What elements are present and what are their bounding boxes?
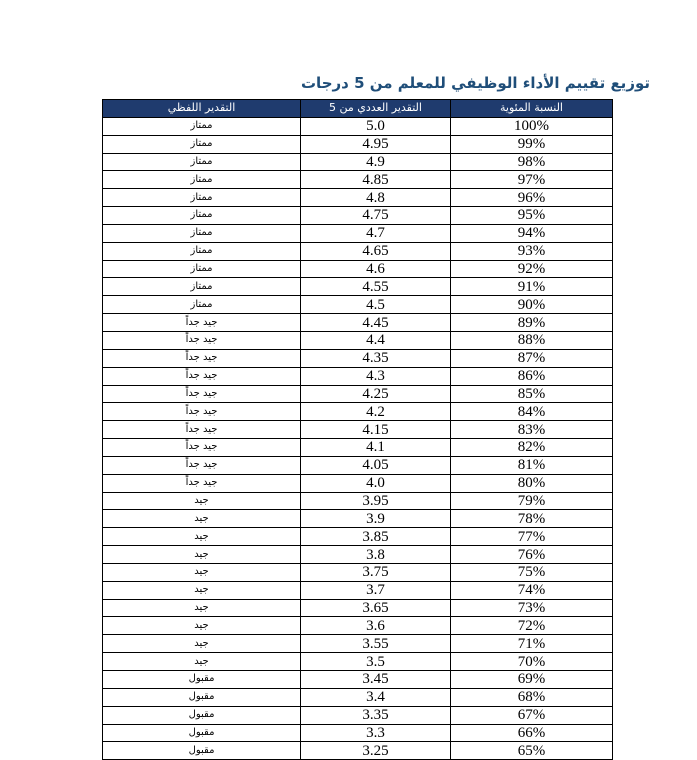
verbal-cell: جيد جداً xyxy=(103,349,301,367)
table-row xyxy=(103,153,613,171)
num-cell: 4.0 xyxy=(301,474,451,492)
table-row xyxy=(103,456,613,474)
pct-cell: 83% xyxy=(451,421,613,439)
table-row xyxy=(103,385,613,403)
table-row xyxy=(103,403,613,421)
num-cell: 4.9 xyxy=(301,153,451,171)
pct-cell: 66% xyxy=(451,724,613,742)
pct-cell: 91% xyxy=(451,278,613,296)
pct-cell: 72% xyxy=(451,617,613,635)
pct-cell: 76% xyxy=(451,546,613,564)
pct-cell: 92% xyxy=(451,260,613,278)
num-cell: 3.95 xyxy=(301,492,451,510)
table-row xyxy=(103,349,613,367)
verbal-cell: ممتاز xyxy=(103,278,301,296)
verbal-cell: جيد xyxy=(103,599,301,617)
num-cell: 4.8 xyxy=(301,189,451,207)
verbal-cell: مقبول xyxy=(103,724,301,742)
verbal-cell: جيد جداً xyxy=(103,367,301,385)
page-title: توزيع تقييم الأداء الوظيفي للمعلم من 5 درجات xyxy=(300,74,650,92)
num-cell: 4.45 xyxy=(301,314,451,332)
num-cell: 4.95 xyxy=(301,135,451,153)
header-numeric: التقدير العددي من 5 xyxy=(301,100,451,118)
verbal-cell: مقبول xyxy=(103,706,301,724)
table-row xyxy=(103,439,613,457)
num-cell: 4.35 xyxy=(301,349,451,367)
pct-cell: 87% xyxy=(451,349,613,367)
pct-cell: 78% xyxy=(451,510,613,528)
grades-table xyxy=(102,99,613,760)
pct-cell: 100% xyxy=(451,117,613,135)
verbal-cell: ممتاز xyxy=(103,117,301,135)
table-row xyxy=(103,135,613,153)
table-row xyxy=(103,688,613,706)
verbal-cell: ممتاز xyxy=(103,224,301,242)
pct-cell: 69% xyxy=(451,671,613,689)
num-cell: 3.4 xyxy=(301,688,451,706)
table-row xyxy=(103,474,613,492)
verbal-cell: جيد xyxy=(103,653,301,671)
verbal-cell: جيد جداً xyxy=(103,439,301,457)
table-row xyxy=(103,421,613,439)
num-cell: 3.75 xyxy=(301,563,451,581)
verbal-cell: ممتاز xyxy=(103,135,301,153)
verbal-cell: ممتاز xyxy=(103,242,301,260)
table-row xyxy=(103,207,613,225)
table-row xyxy=(103,117,613,135)
num-cell: 4.75 xyxy=(301,207,451,225)
verbal-cell: ممتاز xyxy=(103,153,301,171)
num-cell: 4.3 xyxy=(301,367,451,385)
pct-cell: 93% xyxy=(451,242,613,260)
verbal-cell: جيد xyxy=(103,528,301,546)
table-row xyxy=(103,635,613,653)
pct-cell: 97% xyxy=(451,171,613,189)
pct-cell: 74% xyxy=(451,581,613,599)
pct-cell: 96% xyxy=(451,189,613,207)
pct-cell: 67% xyxy=(451,706,613,724)
verbal-cell: جيد جداً xyxy=(103,331,301,349)
pct-cell: 86% xyxy=(451,367,613,385)
table-row xyxy=(103,546,613,564)
num-cell: 3.6 xyxy=(301,617,451,635)
verbal-cell: مقبول xyxy=(103,742,301,760)
table-row xyxy=(103,492,613,510)
pct-cell: 77% xyxy=(451,528,613,546)
table-row xyxy=(103,742,613,760)
pct-cell: 71% xyxy=(451,635,613,653)
num-cell: 3.5 xyxy=(301,653,451,671)
num-cell: 4.1 xyxy=(301,439,451,457)
table-row xyxy=(103,367,613,385)
verbal-cell: جيد جداً xyxy=(103,385,301,403)
verbal-cell: جيد xyxy=(103,617,301,635)
pct-cell: 75% xyxy=(451,563,613,581)
num-cell: 3.65 xyxy=(301,599,451,617)
pct-cell: 68% xyxy=(451,688,613,706)
table-header-row xyxy=(103,100,613,118)
table-row xyxy=(103,296,613,314)
table-row xyxy=(103,563,613,581)
verbal-cell: ممتاز xyxy=(103,207,301,225)
verbal-cell: جيد xyxy=(103,635,301,653)
pct-cell: 82% xyxy=(451,439,613,457)
pct-cell: 80% xyxy=(451,474,613,492)
pct-cell: 88% xyxy=(451,331,613,349)
verbal-cell: ممتاز xyxy=(103,260,301,278)
num-cell: 4.55 xyxy=(301,278,451,296)
verbal-cell: مقبول xyxy=(103,671,301,689)
num-cell: 4.6 xyxy=(301,260,451,278)
header-verbal: التقدير اللفظي xyxy=(103,100,301,118)
table-row xyxy=(103,617,613,635)
pct-cell: 73% xyxy=(451,599,613,617)
num-cell: 3.35 xyxy=(301,706,451,724)
table-row xyxy=(103,278,613,296)
num-cell: 3.8 xyxy=(301,546,451,564)
num-cell: 3.55 xyxy=(301,635,451,653)
num-cell: 4.5 xyxy=(301,296,451,314)
verbal-cell: جيد جداً xyxy=(103,456,301,474)
num-cell: 4.25 xyxy=(301,385,451,403)
table-row xyxy=(103,528,613,546)
num-cell: 3.3 xyxy=(301,724,451,742)
num-cell: 4.4 xyxy=(301,331,451,349)
table-row xyxy=(103,189,613,207)
table-row xyxy=(103,653,613,671)
pct-cell: 89% xyxy=(451,314,613,332)
num-cell: 3.85 xyxy=(301,528,451,546)
table-row xyxy=(103,242,613,260)
verbal-cell: ممتاز xyxy=(103,189,301,207)
verbal-cell: جيد جداً xyxy=(103,421,301,439)
pct-cell: 90% xyxy=(451,296,613,314)
pct-cell: 95% xyxy=(451,207,613,225)
verbal-cell: جيد xyxy=(103,563,301,581)
verbal-cell: جيد xyxy=(103,581,301,599)
verbal-cell: جيد جداً xyxy=(103,403,301,421)
verbal-cell: جيد جداً xyxy=(103,474,301,492)
num-cell: 5.0 xyxy=(301,117,451,135)
pct-cell: 85% xyxy=(451,385,613,403)
table-row xyxy=(103,599,613,617)
verbal-cell: ممتاز xyxy=(103,171,301,189)
num-cell: 4.05 xyxy=(301,456,451,474)
table-row xyxy=(103,706,613,724)
pct-cell: 84% xyxy=(451,403,613,421)
table-row xyxy=(103,171,613,189)
verbal-cell: مقبول xyxy=(103,688,301,706)
pct-cell: 99% xyxy=(451,135,613,153)
num-cell: 4.2 xyxy=(301,403,451,421)
table-row xyxy=(103,724,613,742)
table-row xyxy=(103,671,613,689)
num-cell: 4.85 xyxy=(301,171,451,189)
table-row xyxy=(103,581,613,599)
table-row xyxy=(103,260,613,278)
pct-cell: 81% xyxy=(451,456,613,474)
table-row xyxy=(103,510,613,528)
num-cell: 4.65 xyxy=(301,242,451,260)
pct-cell: 79% xyxy=(451,492,613,510)
pct-cell: 70% xyxy=(451,653,613,671)
num-cell: 3.9 xyxy=(301,510,451,528)
verbal-cell: جيد xyxy=(103,546,301,564)
pct-cell: 65% xyxy=(451,742,613,760)
verbal-cell: جيد xyxy=(103,492,301,510)
pct-cell: 98% xyxy=(451,153,613,171)
table-row xyxy=(103,331,613,349)
pct-cell: 94% xyxy=(451,224,613,242)
verbal-cell: ممتاز xyxy=(103,296,301,314)
table-row xyxy=(103,314,613,332)
header-percent: النسبة المئوية xyxy=(451,100,613,118)
verbal-cell: جيد جداً xyxy=(103,314,301,332)
num-cell: 3.7 xyxy=(301,581,451,599)
verbal-cell: جيد xyxy=(103,510,301,528)
num-cell: 3.45 xyxy=(301,671,451,689)
table-row xyxy=(103,224,613,242)
num-cell: 4.15 xyxy=(301,421,451,439)
num-cell: 4.7 xyxy=(301,224,451,242)
num-cell: 3.25 xyxy=(301,742,451,760)
